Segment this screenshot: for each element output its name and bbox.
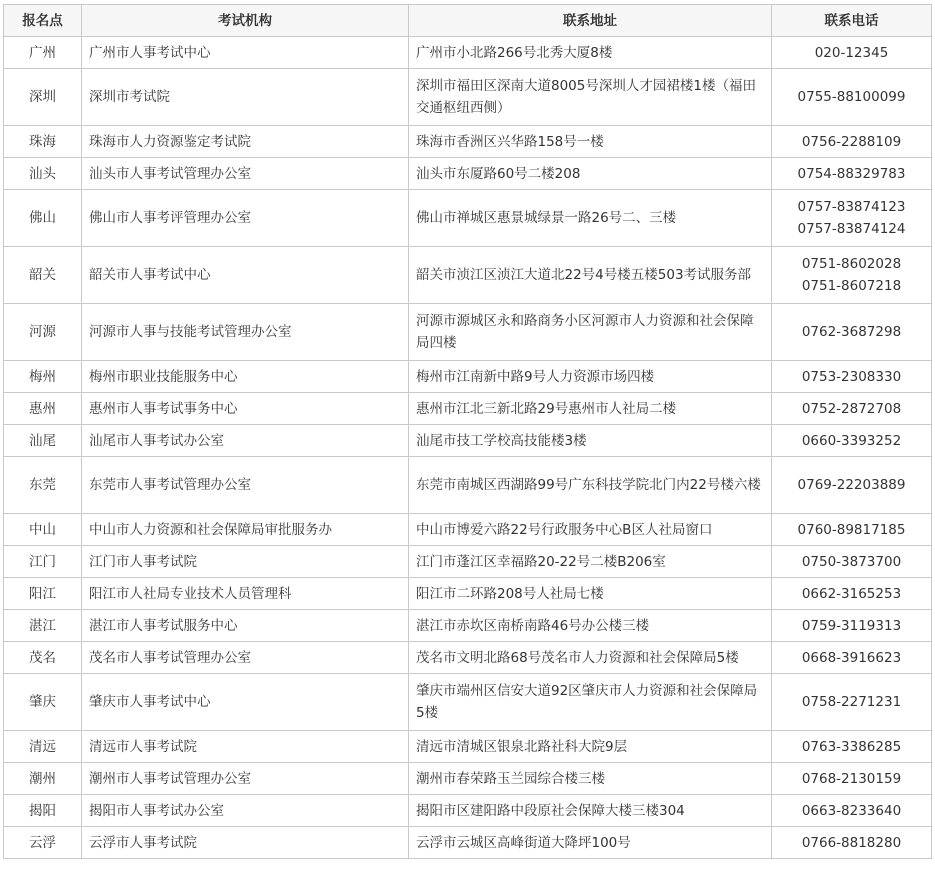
- phone-cell: [772, 304, 932, 361]
- site-cell: 珠海: [4, 126, 82, 158]
- table-row: [4, 827, 932, 859]
- phone-cell: [772, 126, 932, 158]
- address-cell: 韶关市浈江区浈江大道北22号4号楼五楼503考试服务部: [409, 247, 772, 304]
- org-cell: 东莞市人事考试管理办公室: [82, 457, 409, 514]
- address-cell: 珠海市香洲区兴华路158号一楼: [409, 126, 772, 158]
- org-cell: 汕头市人事考试管理办公室: [82, 158, 409, 190]
- site-cell: 河源: [4, 304, 82, 361]
- phone-number: 0754-88329783: [797, 165, 906, 182]
- site-cell: 阳江: [4, 578, 82, 610]
- phone-number: 020-12345: [814, 44, 889, 61]
- phone-number: 0768-2130159: [801, 770, 902, 787]
- phone-cell: [772, 361, 932, 393]
- table-row: [4, 795, 932, 827]
- phone-number: 0757-83874123: [797, 199, 906, 215]
- phone-number: 0756-2288109: [801, 133, 902, 150]
- address-cell: 佛山市禅城区惠景城绿景一路26号二、三楼: [409, 190, 772, 247]
- phone-number: 0757-83874124: [797, 221, 906, 237]
- table-row: [4, 69, 932, 126]
- phone-cell: [772, 610, 932, 642]
- org-cell: 中山市人力资源和社会保障局审批服务办: [82, 514, 409, 546]
- address-cell: 揭阳市区建阳路中段原社会保障大楼三楼304: [409, 795, 772, 827]
- address-cell: 汕尾市技工学校高技能楼3楼: [409, 425, 772, 457]
- site-cell: 肇庆: [4, 674, 82, 731]
- address-cell: 茂名市文明北路68号茂名市人力资源和社会保障局5楼: [409, 642, 772, 674]
- phone-cell: [772, 546, 932, 578]
- site-cell: 潮州: [4, 763, 82, 795]
- org-cell: 肇庆市人事考试中心: [82, 674, 409, 731]
- address-cell: 汕头市东厦路60号二楼208: [409, 158, 772, 190]
- address-cell: 潮州市春荣路玉兰园综合楼三楼: [409, 763, 772, 795]
- org-cell: 深圳市考试院: [82, 69, 409, 126]
- address-cell: 云浮市云城区高峰街道大降坪100号: [409, 827, 772, 859]
- org-cell: 梅州市职业技能服务中心: [82, 361, 409, 393]
- site-cell: 深圳: [4, 69, 82, 126]
- table-row: [4, 304, 932, 361]
- org-cell: 茂名市人事考试管理办公室: [82, 642, 409, 674]
- address-cell: 广州市小北路266号北秀大厦8楼: [409, 37, 772, 69]
- org-cell: 江门市人事考试院: [82, 546, 409, 578]
- site-cell: 东莞: [4, 457, 82, 514]
- address-cell: 东莞市南城区西湖路99号广东科技学院北门内22号楼六楼: [409, 457, 772, 514]
- table-row: [4, 37, 932, 69]
- table-row: [4, 425, 932, 457]
- phone-cell: [772, 190, 932, 247]
- site-cell: 梅州: [4, 361, 82, 393]
- site-cell: 揭阳: [4, 795, 82, 827]
- site-cell: 广州: [4, 37, 82, 69]
- phone-number: 0769-22203889: [797, 477, 906, 493]
- header-address: 联系地址: [409, 5, 772, 37]
- header-org: 考试机构: [82, 5, 409, 37]
- phone-cell: [772, 37, 932, 69]
- table-header: [4, 5, 932, 37]
- site-cell: 韶关: [4, 247, 82, 304]
- phone-number: 0763-3386285: [801, 738, 902, 755]
- address-cell: 清远市清城区银泉北路社科大院9层: [409, 731, 772, 763]
- phone-cell: [772, 247, 932, 304]
- phone-number: 0752-2872708: [801, 400, 902, 417]
- header-phone: 联系电话: [772, 5, 932, 37]
- phone-cell: [772, 795, 932, 827]
- address-cell: 中山市博爱六路22号行政服务中心B区人社局窗口: [409, 514, 772, 546]
- site-cell: 茂名: [4, 642, 82, 674]
- phone-number: 0751-8607218: [801, 278, 902, 294]
- address-cell: 梅州市江南新中路9号人力资源市场四楼: [409, 361, 772, 393]
- phone-cell: [772, 763, 932, 795]
- table-row: [4, 763, 932, 795]
- site-cell: 清远: [4, 731, 82, 763]
- phone-cell: [772, 514, 932, 546]
- table-body: [4, 37, 932, 859]
- phone-cell: [772, 457, 932, 514]
- address-cell: 深圳市福田区深南大道8005号深圳人才园裙楼1楼（福田交通枢纽西侧）: [409, 69, 772, 126]
- phone-cell: [772, 393, 932, 425]
- phone-number: 0760-89817185: [797, 521, 906, 538]
- table-row: [4, 610, 932, 642]
- site-cell: 云浮: [4, 827, 82, 859]
- table-row: [4, 158, 932, 190]
- phone-number: 0762-3687298: [801, 324, 902, 340]
- address-cell: 江门市蓬江区幸福路20-22号二楼B206室: [409, 546, 772, 578]
- org-cell: 韶关市人事考试中心: [82, 247, 409, 304]
- phone-number: 0750-3873700: [801, 553, 902, 570]
- site-cell: 汕头: [4, 158, 82, 190]
- org-cell: 揭阳市人事考试办公室: [82, 795, 409, 827]
- org-cell: 潮州市人事考试管理办公室: [82, 763, 409, 795]
- site-cell: 佛山: [4, 190, 82, 247]
- phone-number: 0758-2271231: [801, 694, 902, 710]
- address-cell: 惠州市江北三新北路29号惠州市人社局二楼: [409, 393, 772, 425]
- table-row: [4, 361, 932, 393]
- phone-cell: [772, 674, 932, 731]
- org-cell: 河源市人事与技能考试管理办公室: [82, 304, 409, 361]
- phone-number: 0755-88100099: [797, 89, 906, 105]
- phone-number: 0668-3916623: [801, 649, 902, 666]
- table-row: [4, 190, 932, 247]
- table-row: [4, 578, 932, 610]
- phone-number: 0751-8602028: [801, 256, 902, 272]
- phone-number: 0753-2308330: [801, 368, 902, 385]
- phone-cell: [772, 578, 932, 610]
- table-row: [4, 247, 932, 304]
- phone-cell: [772, 69, 932, 126]
- org-cell: 阳江市人社局专业技术人员管理科: [82, 578, 409, 610]
- org-cell: 湛江市人事考试服务中心: [82, 610, 409, 642]
- table-row: [4, 393, 932, 425]
- table-row: [4, 546, 932, 578]
- address-cell: 河源市源城区永和路商务小区河源市人力资源和社会保障局四楼: [409, 304, 772, 361]
- org-cell: 惠州市人事考试事务中心: [82, 393, 409, 425]
- table-row: [4, 457, 932, 514]
- table-row: [4, 514, 932, 546]
- address-cell: 阳江市二环路208号人社局七楼: [409, 578, 772, 610]
- phone-cell: [772, 642, 932, 674]
- phone-number: 0660-3393252: [801, 432, 902, 449]
- table-row: [4, 126, 932, 158]
- exam-sites-table: [3, 4, 932, 859]
- phone-cell: [772, 425, 932, 457]
- table-row: [4, 642, 932, 674]
- table-header-row: [4, 5, 932, 37]
- org-cell: 珠海市人力资源鉴定考试院: [82, 126, 409, 158]
- table-row: [4, 731, 932, 763]
- site-cell: 汕尾: [4, 425, 82, 457]
- phone-cell: [772, 158, 932, 190]
- site-cell: 江门: [4, 546, 82, 578]
- address-cell: 肇庆市端州区信安大道92区肇庆市人力资源和社会保障局 5楼: [409, 674, 772, 731]
- site-cell: 惠州: [4, 393, 82, 425]
- org-cell: 清远市人事考试院: [82, 731, 409, 763]
- org-cell: 广州市人事考试中心: [82, 37, 409, 69]
- table-row: [4, 674, 932, 731]
- phone-number: 0662-3165253: [801, 585, 902, 602]
- phone-number: 0663-8233640: [801, 802, 902, 819]
- phone-cell: [772, 827, 932, 859]
- header-site: 报名点: [4, 5, 82, 37]
- org-cell: 佛山市人事考评管理办公室: [82, 190, 409, 247]
- org-cell: 汕尾市人事考试办公室: [82, 425, 409, 457]
- site-cell: 湛江: [4, 610, 82, 642]
- address-cell: 湛江市赤坎区南桥南路46号办公楼三楼: [409, 610, 772, 642]
- site-cell: 中山: [4, 514, 82, 546]
- phone-cell: [772, 731, 932, 763]
- phone-number: 0759-3119313: [801, 617, 902, 634]
- phone-number: 0766-8818280: [801, 834, 902, 851]
- org-cell: 云浮市人事考试院: [82, 827, 409, 859]
